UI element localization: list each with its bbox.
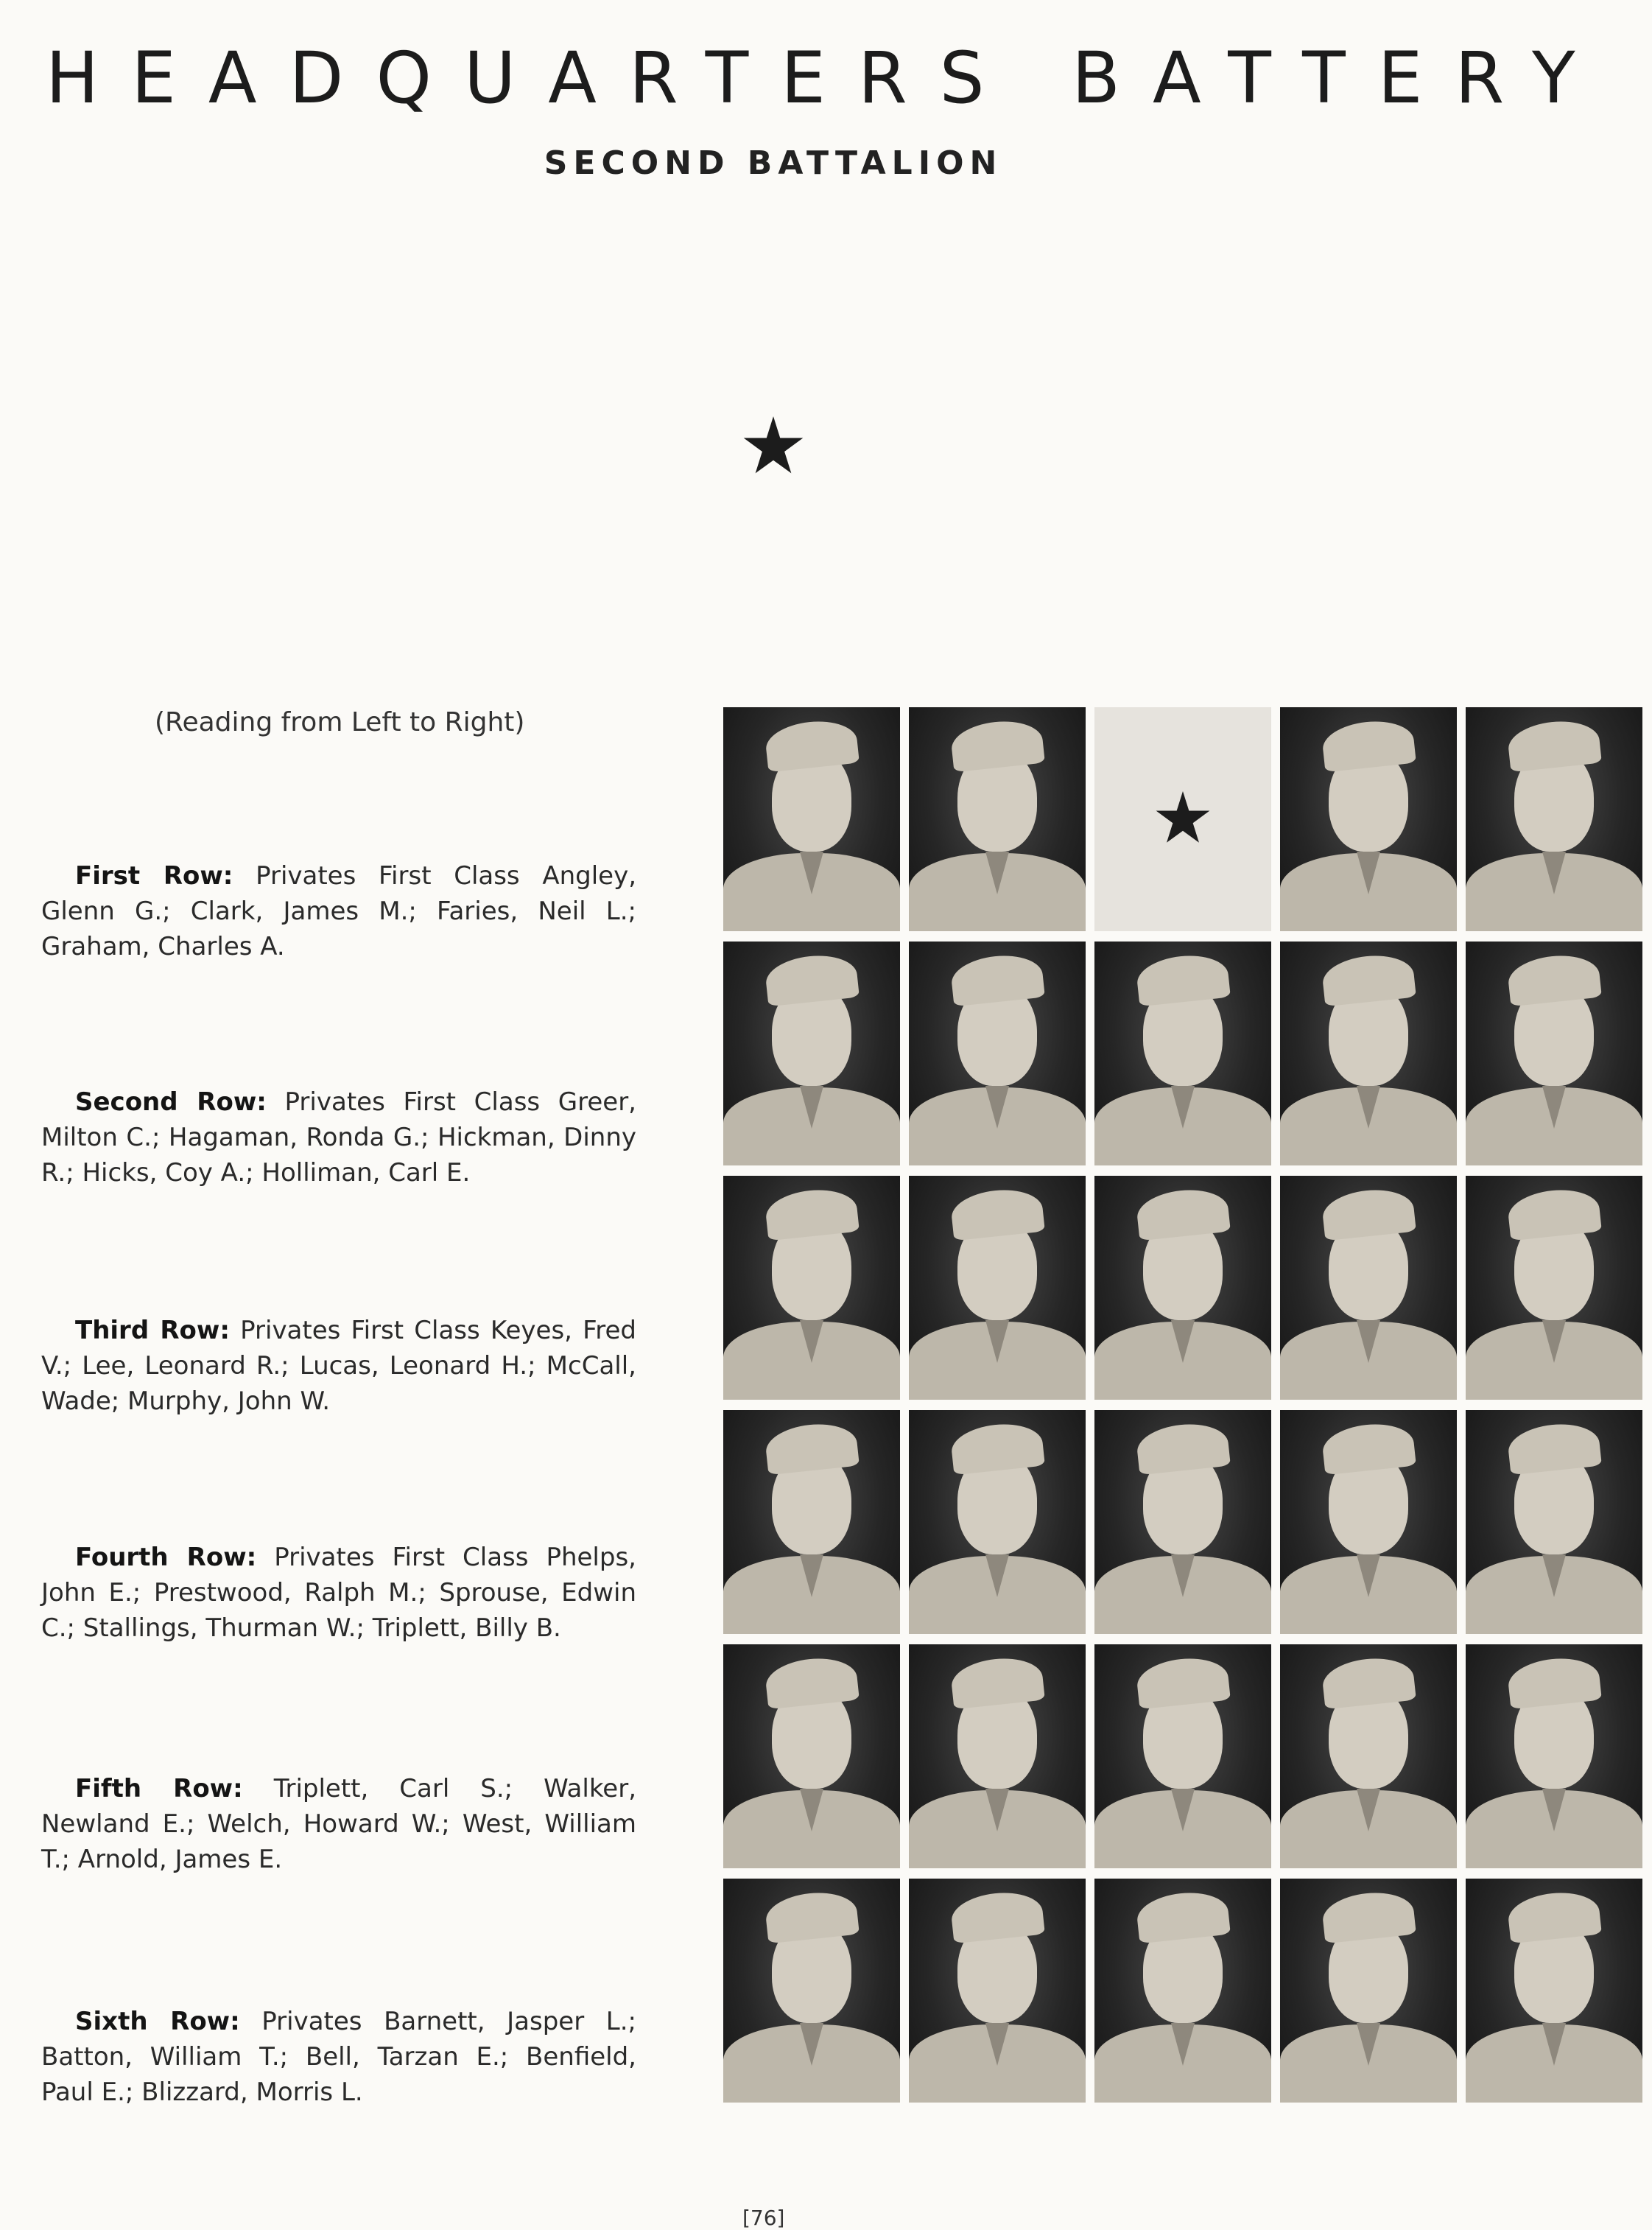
portrait-cap [949,1655,1045,1710]
caption-label: Second Row: [75,1087,267,1117]
portrait-photo [1466,707,1642,931]
portrait-cap [1135,952,1231,1007]
star-icon [742,416,804,475]
caption-label: First Row: [75,861,233,891]
placeholder-star-tile [1094,707,1271,931]
portrait-cap [1321,1889,1416,1944]
portrait-photo [1280,942,1457,1165]
portrait-photo [1466,1879,1642,2103]
portrait-photo [723,1879,900,2103]
portrait-cap [1321,1655,1416,1710]
caption-text: Privates Barnett, Jasper L.; Batton, William T.; Bell, Tarzan E.; Benfield, Paul E.; Blizzard, Morris L. [41,2007,636,2107]
portrait-photo [909,1176,1086,1400]
portrait-cap [1506,952,1602,1007]
portrait-photo [909,707,1086,931]
caption-label: Fifth Row: [75,1774,243,1803]
portrait-photo [1466,1176,1642,1400]
portrait-photo [723,942,900,1165]
portrait-grid [723,707,1642,2103]
portrait-photo [909,1410,1086,1634]
portrait-cap [1506,1420,1602,1476]
caption-text: Privates First Class Greer, Milton C.; Hagaman, Ronda G.; Hickman, Dinny R.; Hicks, Coy A.; Holliman, Carl E. [41,1087,636,1188]
page-number: [76] [742,2206,785,2230]
portrait-cap [949,1420,1045,1476]
portrait-photo [1094,942,1271,1165]
portrait-photo [1466,1644,1642,1868]
caption-row-1 [41,858,636,964]
portrait-cap [949,1889,1045,1944]
portrait-cap [1506,1655,1602,1710]
portrait-photo [1094,1879,1271,2103]
portrait-photo [1466,1410,1642,1634]
portrait-cap [1135,1889,1231,1944]
portrait-photo [909,942,1086,1165]
portrait-photo [1280,1879,1457,2103]
portrait-cap [764,718,860,773]
portrait-cap [949,1186,1045,1241]
portrait-cap [764,1655,860,1710]
portrait-photo [1280,1410,1457,1634]
portrait-cap [1135,1186,1231,1241]
portrait-photo [909,1644,1086,1868]
portrait-cap [949,952,1045,1007]
portrait-photo [909,1879,1086,2103]
caption-label: Fourth Row: [75,1543,257,1572]
caption-row-6 [41,2004,636,2110]
reading-note: (Reading from Left to Right) [155,707,525,737]
portrait-cap [949,718,1045,773]
star-icon [1155,791,1211,844]
caption-text: Privates First Class Angley, Glenn G.; Clark, James M.; Faries, Neil L.; Graham, Charles A. [41,861,636,961]
portrait-photo [1466,942,1642,1165]
portrait-cap [1506,718,1602,773]
portrait-cap [764,1186,860,1241]
portrait-cap [764,1420,860,1476]
page-subtitle: SECOND BATTALION [544,144,1003,182]
caption-text: Privates First Class Keyes, Fred V.; Lee, Leonard R.; Lucas, Leonard H.; McCall, Wade; Murphy, John W. [41,1316,636,1416]
caption-row-5 [41,1771,636,1877]
portrait-photo [1094,1410,1271,1634]
portrait-photo [1280,1644,1457,1868]
portrait-photo [1280,1176,1457,1400]
portrait-cap [764,952,860,1007]
portrait-cap [1321,1186,1416,1241]
portrait-cap [1506,1889,1602,1944]
portrait-cap [764,1889,860,1944]
caption-label: Third Row: [75,1316,230,1345]
caption-row-2 [41,1084,636,1191]
caption-label: Sixth Row: [75,2007,240,2036]
portrait-cap [1506,1186,1602,1241]
caption-text: Triplett, Carl S.; Walker, Newland E.; Welch, Howard W.; West, William T.; Arnold, James E. [41,1774,636,1874]
portrait-cap [1321,952,1416,1007]
page-title: HEADQUARTERS BATTERY [46,37,1608,119]
portrait-photo [723,1176,900,1400]
portrait-photo [723,707,900,931]
portrait-cap [1135,1655,1231,1710]
portrait-photo [723,1644,900,1868]
caption-row-3 [41,1313,636,1419]
portrait-cap [1321,718,1416,773]
portrait-photo [723,1410,900,1634]
caption-text: Privates First Class Phelps, John E.; Prestwood, Ralph M.; Sprouse, Edwin C.; Stallings, Thurman W.; Triplett, Billy B. [41,1543,636,1643]
caption-row-4 [41,1540,636,1646]
portrait-photo [1280,707,1457,931]
portrait-photo [1094,1644,1271,1868]
portrait-photo [1094,1176,1271,1400]
portrait-cap [1321,1420,1416,1476]
portrait-cap [1135,1420,1231,1476]
